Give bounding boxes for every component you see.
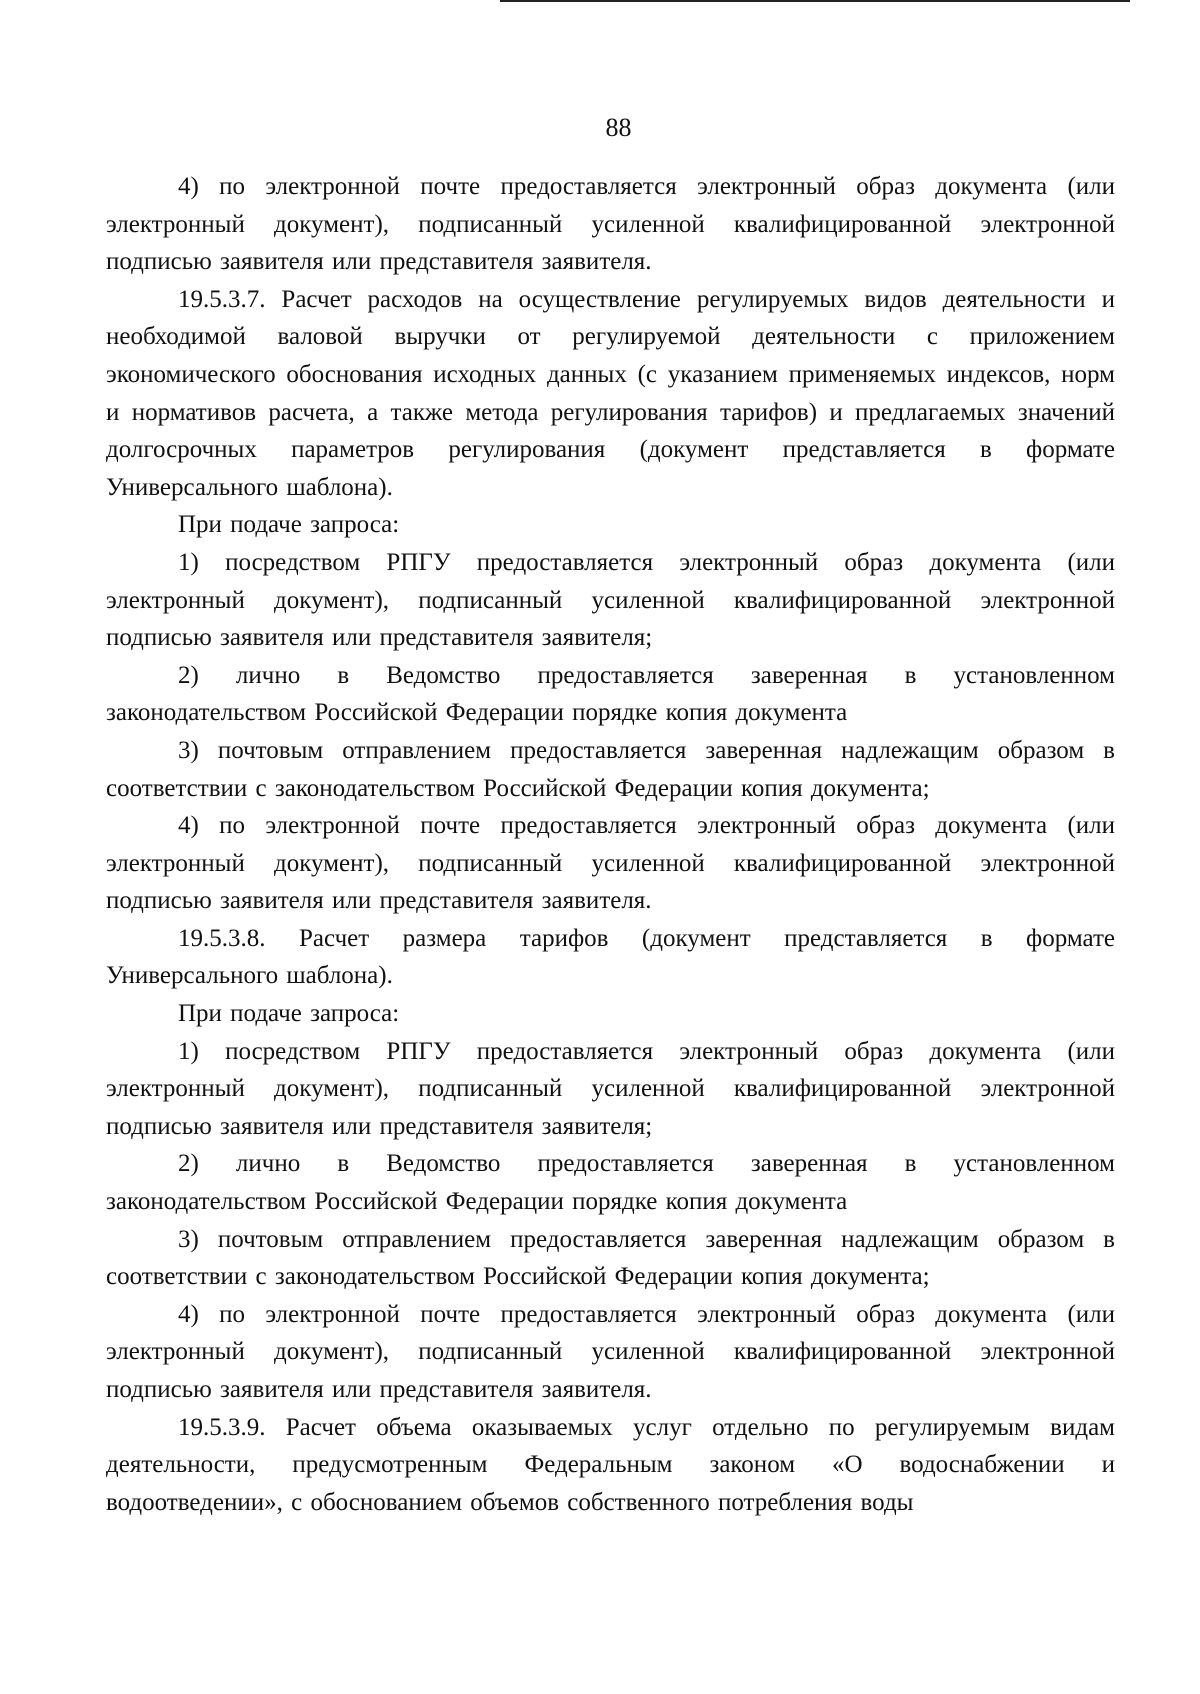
paragraph-19-5-3-9: 19.5.3.9. Расчет объема оказываемых услуг отдельно по регулируемым видам деятельности, предусмотренным Федеральным законом «О водоснабжении и водоотведении», с обоснованием объемов собственного потребления воды <box>106 1413 1115 1516</box>
paragraph-email-submission-3: 4) по электронной почте предоставляется электронный образ документа (или электронный документ), подписанный усиленной квалифицированной электронной подписью заявителя или представителя заявителя. <box>106 1300 1115 1403</box>
paragraph-request-heading-2: При подаче запроса: <box>178 1000 400 1028</box>
paragraph-request-heading-1: При подаче запроса: <box>178 511 400 539</box>
document-page <box>106 100 1115 1521</box>
paragraph-email-submission-1: 4) по электронной почте предоставляется электронный образ документа (или электронный документ), подписанный усиленной квалифицированной электронной подписью заявителя или представителя заявителя. <box>106 173 1115 276</box>
top-edge-rule <box>500 0 1130 2</box>
page-number: 88 <box>605 113 632 142</box>
paragraph-rpgu-submission-1: 1) посредством РПГУ предоставляется электронный образ документа (или электронный документ), подписанный усиленной квалифицированной электронной подписью заявителя или представителя заявителя; <box>106 548 1115 652</box>
paragraph-mail-submission-2: 3) почтовым отправлением предоставляется заверенная надлежащим образом в соответствии с законодательством Российской Федерации копия документа; <box>106 1225 1115 1291</box>
paragraph-in-person-submission-1: 2) лично в Ведомство предоставляется заверенная в установленном законодательством Российской Федерации порядке копия документа <box>106 661 1115 727</box>
paragraph-19-5-3-7: 19.5.3.7. Расчет расходов на осуществление регулируемых видов деятельности и необходимой валовой выручки от регулируемой деятельности с приложением экономического обоснования исходных данных (с указанием применяемых индексов, норм и нормативов расчета, а также метода регулирования тарифов) и предлагаемых значений долгосрочных параметров регулирования (документ представляется в формате Универсального шаблона). <box>106 285 1115 501</box>
paragraph-in-person-submission-2: 2) лично в Ведомство предоставляется заверенная в установленном законодательством Российской Федерации порядке копия документа <box>106 1150 1115 1216</box>
paragraph-rpgu-submission-2: 1) посредством РПГУ предоставляется электронный образ документа (или электронный документ), подписанный усиленной квалифицированной электронной подписью заявителя или представителя заявителя; <box>106 1037 1115 1140</box>
paragraph-mail-submission-1: 3) почтовым отправлением предоставляется заверенная надлежащим образом в соответствии с законодательством Российской Федерации копия документа; <box>106 736 1115 802</box>
paragraph-19-5-3-8: 19.5.3.8. Расчет размера тарифов (документ представляется в формате Универсального шаблона). <box>106 924 1115 990</box>
paragraph-email-submission-2: 4) по электронной почте предоставляется электронный образ документа (или электронный документ), подписанный усиленной квалифицированной электронной подписью заявителя или представителя заявителя. <box>106 812 1115 915</box>
